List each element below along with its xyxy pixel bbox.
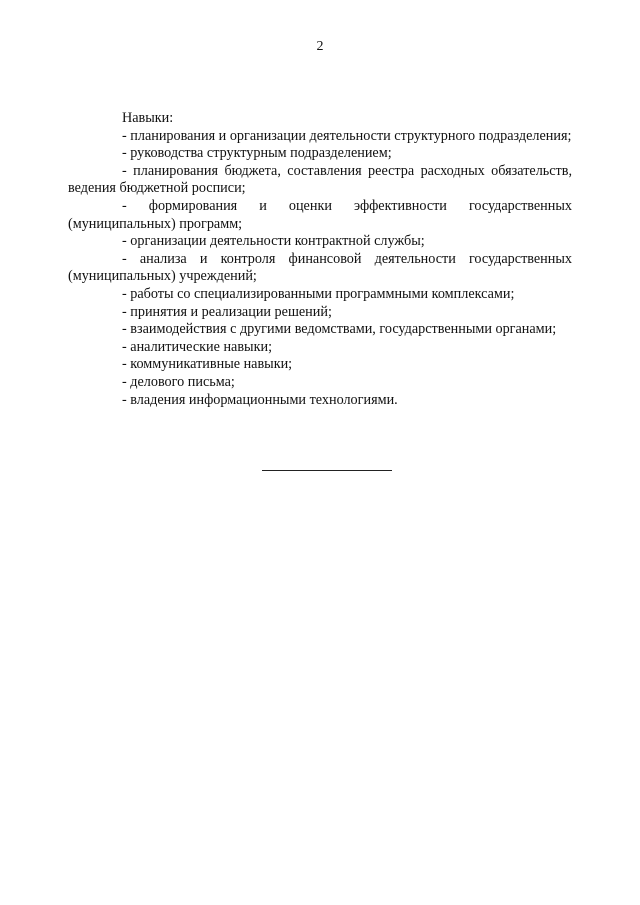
closing-divider — [262, 470, 392, 471]
list-item: - аналитические навыки; — [122, 338, 273, 355]
list-item: - делового письма; — [122, 373, 235, 390]
document-body — [68, 110, 572, 409]
list-item: - формирования и оценки эффективности государственных (муниципальных) программ; — [68, 197, 572, 232]
list-item: - планирования и организации деятельности структурного подразделения; — [122, 127, 572, 144]
list-item: - работы со специализированными программными комплексами; — [122, 285, 515, 302]
list-item: - коммуникативные навыки; — [122, 356, 293, 373]
list-item: - взаимодействия с другими ведомствами, государственными органами; — [122, 321, 557, 338]
list-item: - организации деятельности контрактной службы; — [122, 233, 425, 250]
list-item: - анализа и контроля финансовой деятельности государственных (муниципальных) учреждений; — [68, 250, 572, 285]
list-item: - планирования бюджета, составления реестра расходных обязательств, ведения бюджетной росписи; — [68, 162, 572, 197]
list-item: - принятия и реализации решений; — [122, 303, 332, 320]
list-item: - владения информационными технологиями. — [122, 391, 398, 408]
page-number: 2 — [316, 39, 324, 54]
section-title: Навыки: — [122, 110, 174, 126]
skills-list — [68, 128, 572, 410]
list-item: - руководства структурным подразделением; — [122, 145, 392, 162]
